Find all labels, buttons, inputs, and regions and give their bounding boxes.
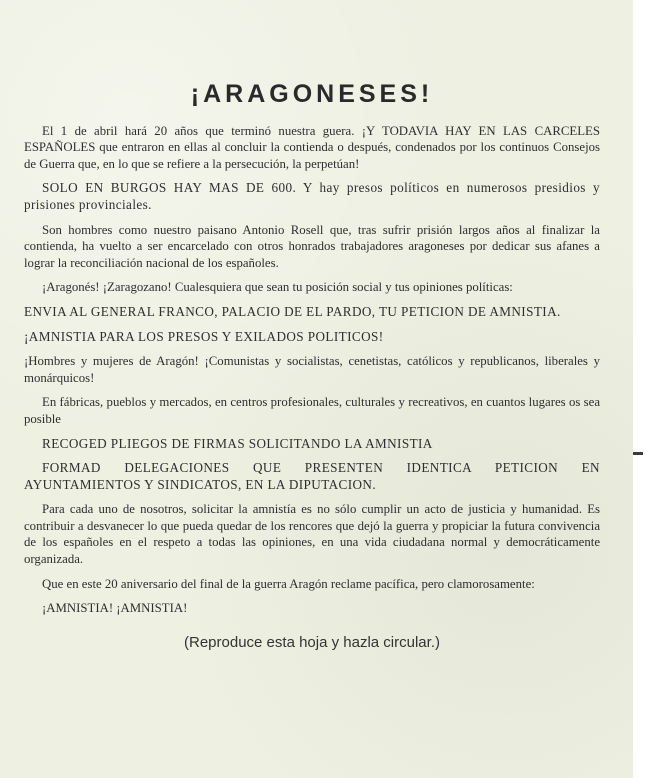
page-edge <box>633 0 645 778</box>
flyer-title: ¡ARAGONESES! <box>190 80 434 108</box>
paragraph-13: ¡AMNISTIA! ¡AMNISTIA! <box>42 601 188 616</box>
paragraph-10: FORMAD DELEGACIONES QUE PRESENTEN IDENTICA PETICION EN AYUNTAMIENTOS Y SINDICATOS, EN LA DIPUTACION. <box>24 460 600 492</box>
paragraph-3: Son hombres como nuestro paisano Antonio Rosell que, tras sufrir prisión largos años al finalizar la contienda, ha vuelto a ser encarcelado con otros honrados trabajadores aragoneses por dedicar sus afanes a lograr la reconciliación nacional de los españoles. <box>24 222 600 270</box>
flyer-content <box>24 80 600 651</box>
paragraph-11: Para cada uno de nosotros, solicitar la amnistía es no sólo cumplir un acto de justicia y humanidad. Es contribuir a desvanecer lo que pueda quedar de los rencores que dejó la guerra y propiciar la futura convivencia de los españoles en el respeto a todas las opiniones, en una vida ciudadana normal y democráticamente organizada. <box>24 502 600 567</box>
paragraph-2: SOLO EN BURGOS HAY MAS DE 600. Y hay presos políticos en numerosos presidios y prisiones provinciales. <box>24 180 600 212</box>
paragraph-8: En fábricas, pueblos y mercados, en centros profesionales, culturales y recreativos, en cuantos lugares os sea posible <box>24 395 600 426</box>
paragraph-1: El 1 de abril hará 20 años que terminó nuestra guera. ¡Y TODAVIA HAY EN LAS CARCELES ESPAÑOLES que entraron en ellas al concluir la contienda o después, condenados por los continuos Consejos de Guerra que, en lo que se refiere a la persecución, la perpetúan! <box>24 123 600 171</box>
paragraph-4: ¡Aragonés! ¡Zaragozano! Cualesquiera que sean tu posición social y tus opiniones políticas: <box>42 280 513 295</box>
paragraph-12: Que en este 20 aniversario del final de la guerra Aragón reclame pacífica, pero clamorosamente: <box>42 576 535 591</box>
edge-mark <box>633 452 643 455</box>
paragraph-6: ¡AMNISTIA PARA LOS PRESOS Y EXILADOS POLITICOS! <box>24 328 384 344</box>
paragraph-5: ENVIA AL GENERAL FRANCO, PALACIO DE EL PARDO, TU PETICION DE AMNISTIA. <box>24 303 561 319</box>
paragraph-9: RECOGED PLIEGOS DE FIRMAS SOLICITANDO LA AMNISTIA <box>42 435 433 451</box>
flyer-footer: (Reproduce esta hoja y hazla circular.) <box>184 633 440 651</box>
paragraph-7: ¡Hombres y mujeres de Aragón! ¡Comunistas y socialistas, cenetistas, católicos y republicanos, liberales y monárquicos! <box>24 354 600 385</box>
